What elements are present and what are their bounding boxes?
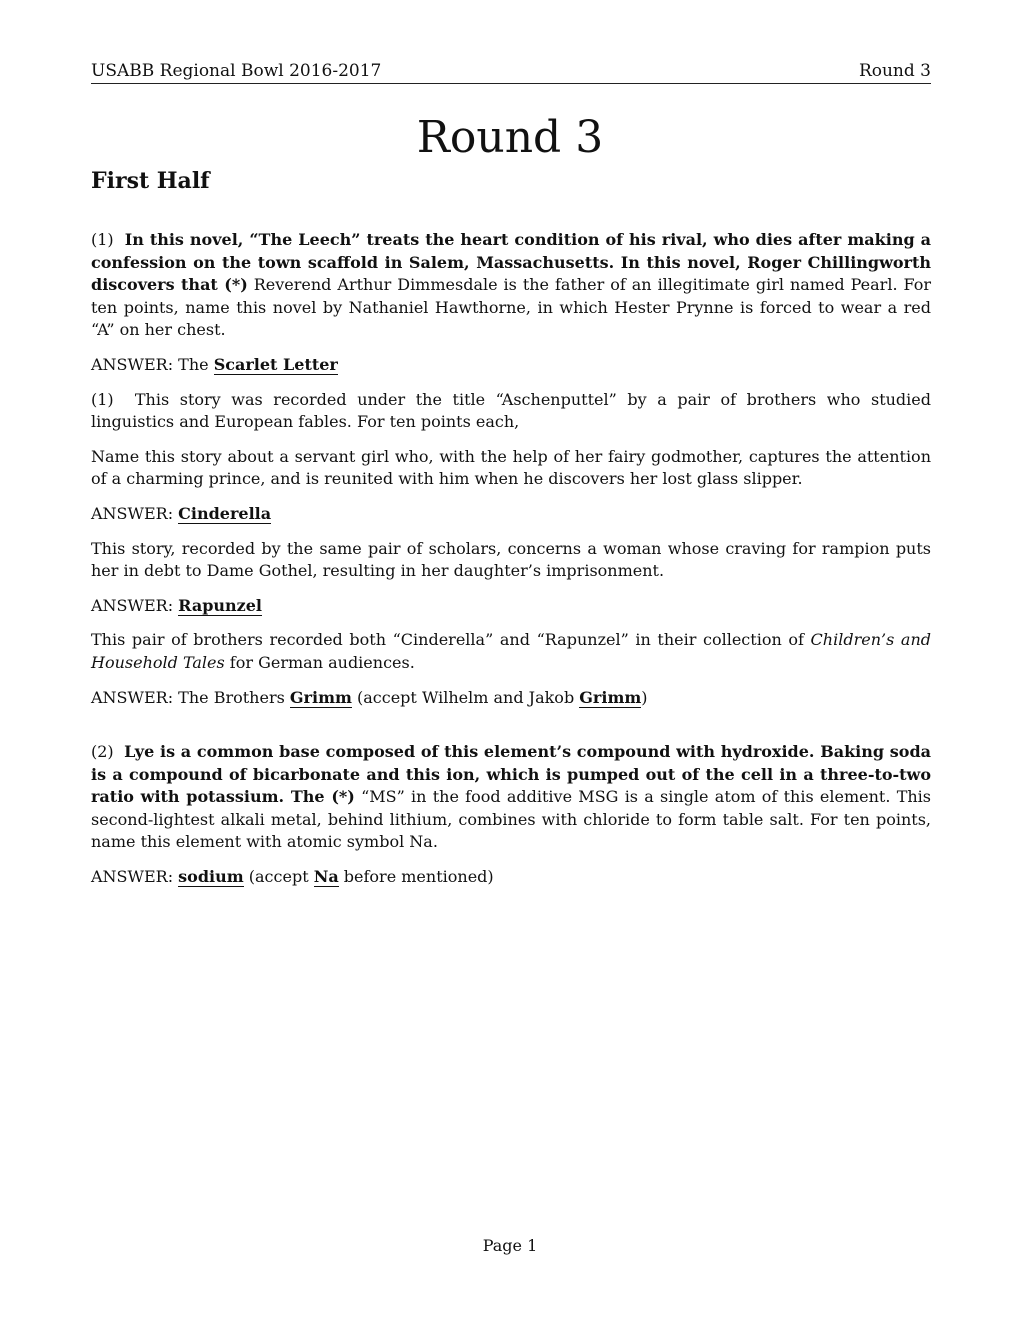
page-number: Page 1 bbox=[482, 1236, 538, 1255]
answer-label: ANSWER: bbox=[91, 503, 174, 523]
tossup-2-rest: “MS” in the food additive MSG is a single atom of this element. This second-lightest alkali metal, behind lithium, combines with chloride to form table salt. For ten points, name this element with atomic symbol Na. bbox=[91, 787, 931, 852]
tossup-2-number: (2) bbox=[91, 742, 114, 762]
round-title: Round 3 bbox=[416, 112, 604, 163]
answer-main-2: Grimm bbox=[579, 687, 642, 707]
bonus-1-answer-2 bbox=[91, 595, 931, 618]
answer-label: ANSWER: bbox=[91, 595, 174, 615]
answer-label: ANSWER: bbox=[91, 867, 174, 887]
section-title: First Half bbox=[91, 168, 210, 194]
part-3-text: This pair of brothers recorded both “Cinderella” and “Rapunzel” in their collection of bbox=[91, 630, 811, 650]
tossup-2-bold: Lye is a common base composed of this element’s compound with hydroxide. Baking soda is a compound of bicarbonate and this ion, which is pumped out of the cell in a three-to-two ratio with potassium. The (*) bbox=[91, 742, 932, 807]
questions bbox=[91, 229, 931, 901]
tossup-2 bbox=[91, 741, 931, 854]
tossup-1-bold: In this novel, “The Leech” treats the heart condition of his rival, who dies after making a confession on the town scaffold in Salem, Massachusetts. In this novel, Roger Chillingworth discovers that (*) bbox=[91, 230, 932, 295]
answer-mid: (accept bbox=[243, 867, 314, 887]
answer-main: Scarlet Letter bbox=[213, 354, 338, 374]
tossup-1-number: (1) bbox=[91, 230, 114, 249]
bonus-1-part-2: This story, recorded by the same pair of scholars, concerns a woman whose craving for rampion puts her in debt to Dame Gothel, resulting in her daughter’s imprisonment. bbox=[91, 538, 931, 581]
answer-end: before mentioned) bbox=[338, 867, 494, 887]
spacer bbox=[91, 721, 931, 741]
bonus-1-part-3 bbox=[91, 629, 931, 674]
answer-label: ANSWER: bbox=[91, 354, 174, 374]
answer-mid: (accept Wilhelm and Jakob bbox=[351, 687, 580, 707]
answer-main: Grimm bbox=[289, 687, 352, 707]
header-right: Round 3 bbox=[858, 61, 931, 81]
tossup-1-rest: Reverend Arthur Dimmesdale is the father of an illegitimate girl named Pearl. For ten points, name this novel by Nathaniel Hawthorne, in which Hester Prynne is forced to wear a red “A” on her chest. bbox=[91, 275, 932, 340]
answer-main: Cinderella bbox=[178, 503, 272, 523]
tossup-1-answer bbox=[91, 354, 931, 377]
part-3-text-end: for German audiences. bbox=[224, 652, 415, 672]
tossup-1 bbox=[91, 229, 931, 342]
bonus-1-part-1: Name this story about a servant girl who, with the help of her fairy godmother, captures the attention of a charming prince, and is reunited with him when he discovers her lost glass slipper. bbox=[91, 446, 931, 489]
book-title: Children’s and Household Tales bbox=[91, 630, 931, 672]
answer-prefix: The bbox=[173, 354, 214, 374]
answer-label: ANSWER: bbox=[91, 687, 174, 707]
tossup-2-answer bbox=[91, 866, 931, 889]
answer-main: sodium bbox=[178, 867, 244, 887]
bonus-1-answer-3 bbox=[91, 687, 931, 710]
bonus-1-answer-1 bbox=[91, 503, 931, 526]
bonus-1-intro-text: This story was recorded under the title “Aschenputtel” by a pair of brothers who studied linguistics and European fables. For ten points each, bbox=[91, 389, 931, 432]
page-header bbox=[91, 60, 931, 84]
answer-main-2: Na bbox=[313, 867, 339, 887]
bonus-1-intro bbox=[91, 389, 931, 434]
bonus-1-number: (1) bbox=[91, 389, 114, 409]
answer-prefix: The Brothers bbox=[173, 687, 290, 707]
answer-main: Rapunzel bbox=[178, 595, 262, 615]
header-left: USABB Regional Bowl 2016-2017 bbox=[91, 61, 382, 81]
answer-end: ) bbox=[641, 687, 648, 707]
